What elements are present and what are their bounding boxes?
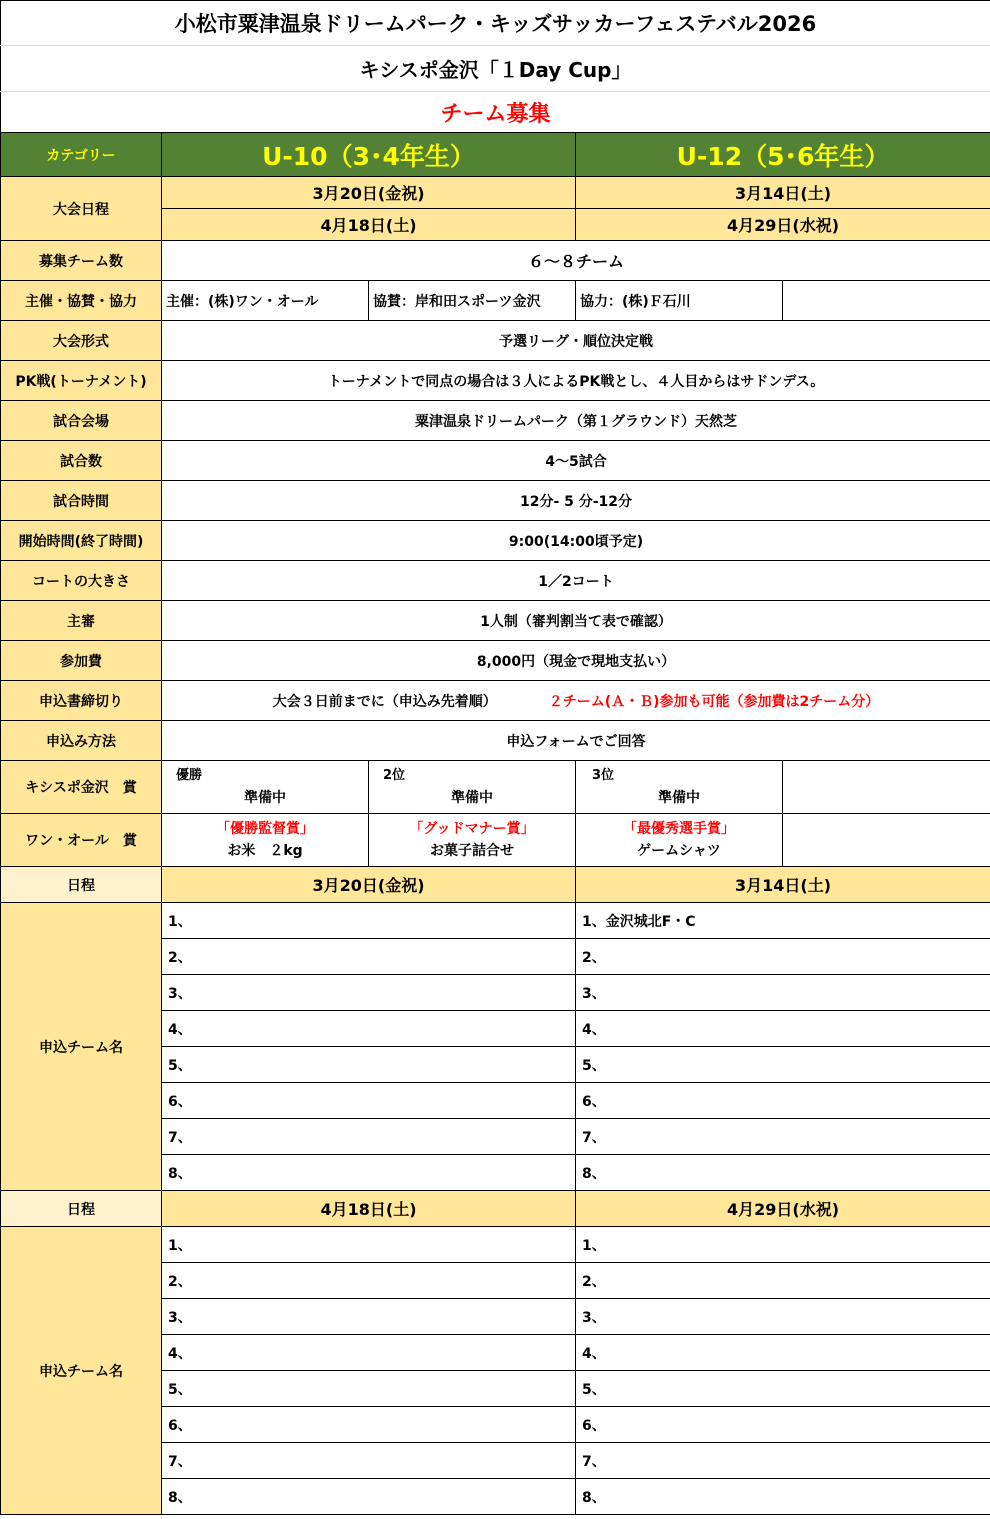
entry2-right-2[interactable]: 2、 (576, 1263, 990, 1299)
entry2-right-3[interactable]: 3、 (576, 1299, 990, 1335)
entries1-date-right: 3月14日(土) (576, 867, 990, 903)
oneall-prize-2-value: お菓子詰合せ (430, 843, 514, 859)
oneall-prize-3-value: ゲームシャツ (637, 843, 721, 859)
entry2-right-6[interactable]: 6、 (576, 1407, 990, 1443)
third-rank: 3位 (592, 768, 615, 783)
venue-label: 試合会場 (1, 401, 162, 441)
entry-left-8[interactable]: 8、 (162, 1155, 576, 1191)
entry2-right-7[interactable]: 7、 (576, 1443, 990, 1479)
start-time-label: 開始時間(終了時間) (1, 521, 162, 561)
match-time-value: 12分- 5 分-12分 (162, 481, 990, 521)
entry-right-8[interactable]: 8、 (576, 1155, 990, 1191)
oneall-prize-1-value: お米 ２kg (227, 843, 303, 859)
cooperation: 協力：(株)Ｆ石川 (576, 281, 783, 321)
entry2-right-4[interactable]: 4、 (576, 1335, 990, 1371)
category-u12: U-12（5･6年生） (576, 133, 990, 177)
kishispo-prize-first (162, 761, 369, 814)
pk-value: トーナメントで同点の場合は３人によるPK戦とし、４人目からはサドンデス。 (162, 361, 990, 401)
sponsors-label: 主催・協賛・協力 (1, 281, 162, 321)
fee-value: 8,000円（現金で現地支払い） (162, 641, 990, 681)
format-value: 予選リーグ・順位決定戦 (162, 321, 990, 361)
category-u10: U-10（3･4年生） (162, 133, 576, 177)
court-label: コートの大きさ (1, 561, 162, 601)
entry-right-6[interactable]: 6、 (576, 1083, 990, 1119)
oneall-prize-2 (369, 814, 576, 867)
start-time-value: 9:00(14:00頃予定) (162, 521, 990, 561)
format-label: 大会形式 (1, 321, 162, 361)
entries2-date-left: 4月18日(土) (162, 1191, 576, 1227)
entry-left-3[interactable]: 3、 (162, 975, 576, 1011)
sponsor: 協賛：岸和田スポーツ金沢 (369, 281, 576, 321)
u10-date-1: 3月20日(金祝) (162, 177, 576, 209)
fee-label: 参加費 (1, 641, 162, 681)
entry-left-6[interactable]: 6、 (162, 1083, 576, 1119)
oneall-prize-3-title: 「最優秀選手賞」 (623, 821, 735, 837)
entry2-left-1[interactable]: 1、 (162, 1227, 576, 1263)
sponsors-empty (783, 281, 990, 321)
page-subtitle: キシスポ金沢「１Day Cup」 (1, 46, 990, 92)
method-label: 申込み方法 (1, 721, 162, 761)
u12-date-2: 4月29日(水祝) (576, 209, 990, 241)
oneall-prize-empty (783, 814, 990, 867)
schedule-label: 大会日程 (1, 177, 162, 241)
entry-right-7[interactable]: 7、 (576, 1119, 990, 1155)
entry-left-2[interactable]: 2、 (162, 939, 576, 975)
oneall-prize-2-title: 「グッドマナー賞」 (409, 821, 535, 837)
referee-value: 1人制（審判割当て表で確認） (162, 601, 990, 641)
u10-date-2: 4月18日(土) (162, 209, 576, 241)
second-rank: 2位 (383, 768, 406, 783)
referee-label: 主審 (1, 601, 162, 641)
deadline-value: 大会３日前までに（申込み先着順） (272, 693, 497, 710)
entry-right-3[interactable]: 3、 (576, 975, 990, 1011)
entry2-left-7[interactable]: 7、 (162, 1443, 576, 1479)
entry-left-7[interactable]: 7、 (162, 1119, 576, 1155)
teams-count-label: 募集チーム数 (1, 241, 162, 281)
u12-date-1: 3月14日(土) (576, 177, 990, 209)
teams-count-value: ６～８チーム (162, 241, 990, 281)
entries2-date-right: 4月29日(水祝) (576, 1191, 990, 1227)
first-rank: 優勝 (176, 768, 203, 783)
oneall-prize-1 (162, 814, 369, 867)
entry2-left-5[interactable]: 5、 (162, 1371, 576, 1407)
oneall-prize-1-title: 「優勝監督賞」 (216, 821, 314, 837)
entry2-right-5[interactable]: 5、 (576, 1371, 990, 1407)
entries2-label: 申込チーム名 (1, 1227, 162, 1515)
method-value: 申込フォームでご回答 (162, 721, 990, 761)
second-value: 準備中 (451, 790, 493, 806)
entry-left-5[interactable]: 5、 (162, 1047, 576, 1083)
entry-right-4[interactable]: 4、 (576, 1011, 990, 1047)
third-value: 準備中 (658, 790, 700, 806)
entry-left-4[interactable]: 4、 (162, 1011, 576, 1047)
entry2-right-8[interactable]: 8、 (576, 1479, 990, 1515)
match-time-label: 試合時間 (1, 481, 162, 521)
deadline-label: 申込書締切り (1, 681, 162, 721)
entry-right-5[interactable]: 5、 (576, 1047, 990, 1083)
kishispo-prize-second (369, 761, 576, 814)
page-title: 小松市粟津温泉ドリームパーク・キッズサッカーフェステバル2026 (1, 1, 990, 46)
matches-value: 4～5試合 (162, 441, 990, 481)
entry2-left-2[interactable]: 2、 (162, 1263, 576, 1299)
entry2-left-3[interactable]: 3、 (162, 1299, 576, 1335)
kishispo-prize-label: キシスポ金沢 賞 (1, 761, 162, 814)
category-label: カテゴリー (1, 133, 162, 177)
venue-value: 粟津温泉ドリームパーク（第１グラウンド）天然芝 (162, 401, 990, 441)
entry-left-1[interactable]: 1、 (162, 903, 576, 939)
entries1-schedule-label: 日程 (1, 867, 162, 903)
oneall-prize-label: ワン・オール 賞 (1, 814, 162, 867)
matches-label: 試合数 (1, 441, 162, 481)
entry2-left-4[interactable]: 4、 (162, 1335, 576, 1371)
first-value: 準備中 (244, 790, 286, 806)
entries2-schedule-label: 日程 (1, 1191, 162, 1227)
organizer: 主催：(株)ワン・オール (162, 281, 369, 321)
kishispo-prize-empty (783, 761, 990, 814)
deadline-cell (162, 681, 990, 721)
deadline-note: ２チーム(Ａ・Ｂ)参加も可能（参加費は2チーム分） (548, 693, 880, 710)
kishispo-prize-third (576, 761, 783, 814)
entry-right-2[interactable]: 2、 (576, 939, 990, 975)
entries1-label: 申込チーム名 (1, 903, 162, 1191)
entries1-date-left: 3月20日(金祝) (162, 867, 576, 903)
court-value: 1／2コート (162, 561, 990, 601)
entry2-left-8[interactable]: 8、 (162, 1479, 576, 1515)
pk-label: PK戦(トーナメント) (1, 361, 162, 401)
entry2-left-6[interactable]: 6、 (162, 1407, 576, 1443)
entry2-right-1[interactable]: 1、 (576, 1227, 990, 1263)
oneall-prize-3 (576, 814, 783, 867)
entry-right-1[interactable]: 1、金沢城北F・C (576, 903, 990, 939)
recruit-heading: チーム募集 (1, 92, 990, 133)
